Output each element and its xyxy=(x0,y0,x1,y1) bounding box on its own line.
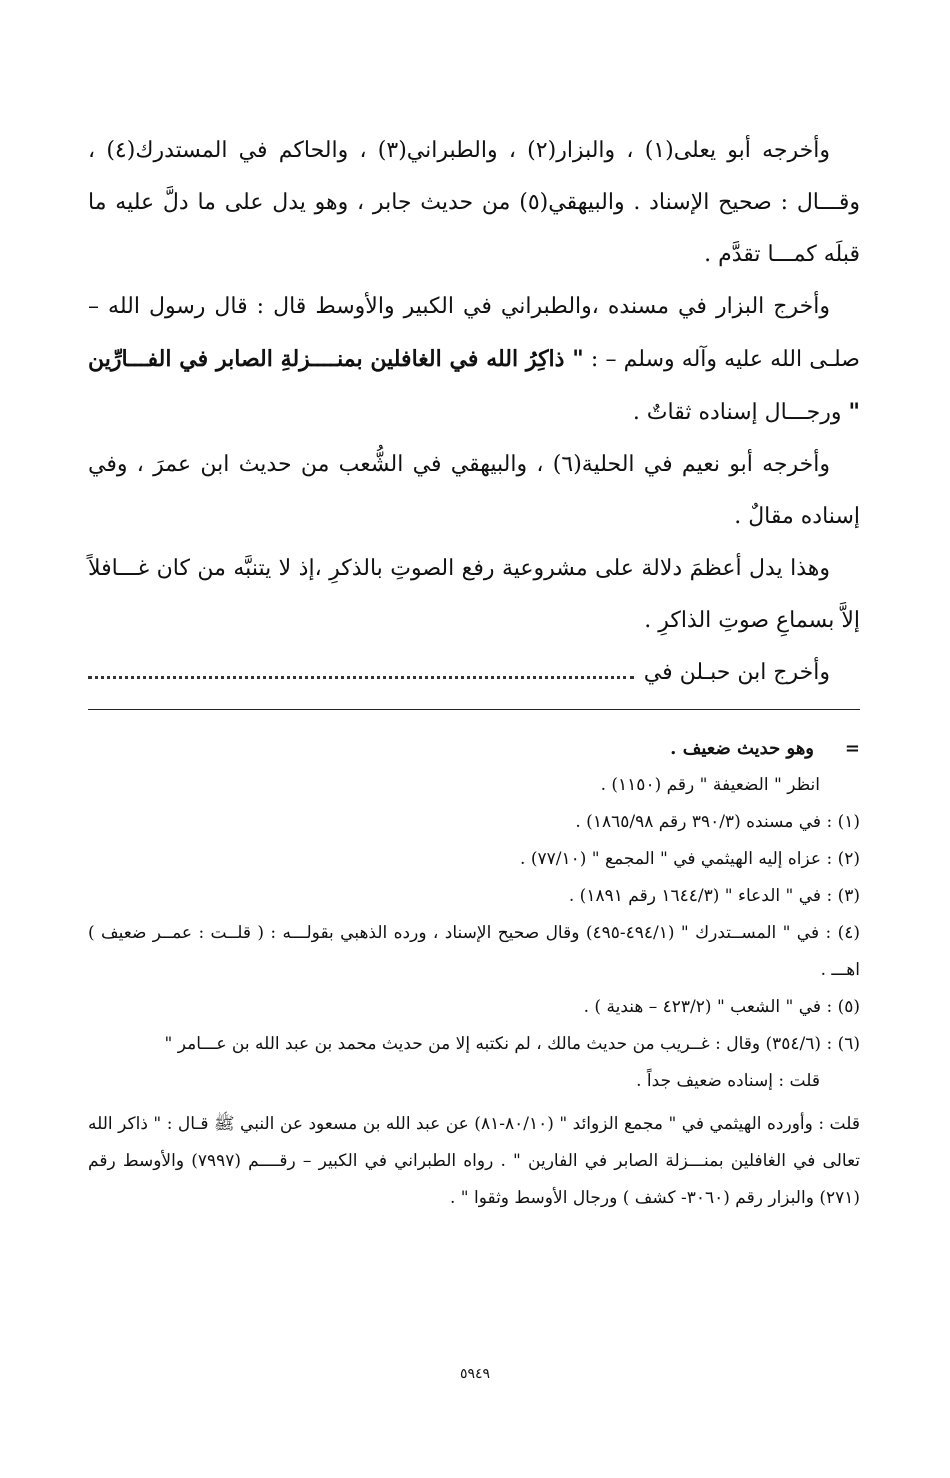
paragraph-1 xyxy=(88,125,860,281)
paragraph-3-text: وأخرجه أبو نعيم في الحلية(٦) ، والبيهقي في الشُّعب من حديث ابن عمرَ ، وفي إسناده مقالٌ . xyxy=(88,452,860,529)
paragraph-1-text: وأخرجه أبو يعلى(١) ، والبزار(٢) ، والطبراني(٣) ، والحاكم في المستدرك(٤) ، وقـــال : صحيح الإسناد . والبيهقي(٥) من حديث جابر ، وهو يدل على ما دلَّ عليه ما قبلَه كمـــا تقدَّم . xyxy=(88,138,860,267)
footnote-comment: قلت : وأورده الهيثمي في " مجمع الزوائد " (٨٠/١٠-٨١) عن عبد الله بن مسعود عن النبي ﷺ قـال : " ذاكر الله تعالى في الغافلين بمنـــزلة الصابر في الفارين " . رواه الطبراني في الكبير – رقــــم (٧٩٩٧) والأوسط رقم (٢٧١) والبزار رقم (٣٠٦٠- كشف ) ورجال الأوسط وثقوا " . xyxy=(88,1114,860,1208)
footnote-6-continuation: قلت : إسناده ضعيف جداً . xyxy=(636,1071,820,1091)
footnote-3: (٣) : في " الدعاء " (١٦٤٤/٣ رقم ١٨٩١) . xyxy=(568,886,860,906)
paragraph-4-text: وهذا يدل أعظمَ دلالة على مشروعية رفع الصوتِ بالذكرِ ،إذ لا يتنبَّه من كان غـــافلاً إلاَّ بسماعِ صوتِ الذاكرِ . xyxy=(88,556,860,633)
footnote-head-text: وهو حديث ضعيف . xyxy=(670,738,814,759)
page-number: ٥٩٤٩ xyxy=(459,1366,491,1382)
footnote-reference: انظر " الضعيفة " رقم (١١٥٠) . xyxy=(600,775,820,795)
paragraph-5-text: وأخرج ابن حبـلن في xyxy=(643,660,830,685)
footnotes xyxy=(88,730,860,1217)
paragraph-2-end: ورجـــال إسناده ثقاتٌ . xyxy=(632,400,849,425)
paragraph-3 xyxy=(88,439,860,543)
footnote-4: (٤) : في " المســتدرك " (٤٩٤/١-٤٩٥) وقال صحيح الإسناد ، ورده الذهبي بقولـــه : ( قلــت : عمــر ضعيف ) اهـــ . xyxy=(88,923,860,980)
paragraph-4 xyxy=(88,543,860,647)
paragraph-2 xyxy=(88,281,860,439)
footnote-5: (٥) : في " الشعب " (٤٢٣/٢ – هندية ) . xyxy=(583,997,860,1017)
footnote-6: (٦) : (٣٥٤/٦) وقال : غــريب من حديث مالك ، لم نكتبه إلا من حديث محمد بن عبد الله بن عـــامر " xyxy=(164,1034,860,1054)
hadith-quote: " ذاكِرُ الله في الغافلين بمنــــزلةِ الصابر في الفـــارِّين " xyxy=(88,346,860,425)
main-text xyxy=(88,125,860,699)
ellipsis-dots xyxy=(88,676,634,679)
footnote-1: (١) : في مسنده (٣٩٠/٣ رقم ١٨٦٥/٩٨) . xyxy=(575,812,860,832)
paragraph-2-start: وأخرج البزار في مسنده ،والطبراني في الكبير والأوسط قال : قال رسول الله – صلـى الله عليه وآله وسلم – : xyxy=(88,294,860,372)
footnote-2: (٢) : عزاه إليه الهيثمي في " المجمع " (٧٧/١٠) . xyxy=(520,849,860,869)
continuation-mark: = xyxy=(844,738,860,759)
footnote-continuation-head xyxy=(88,730,860,767)
paragraph-5 xyxy=(88,647,860,699)
footnote-separator xyxy=(88,709,860,710)
